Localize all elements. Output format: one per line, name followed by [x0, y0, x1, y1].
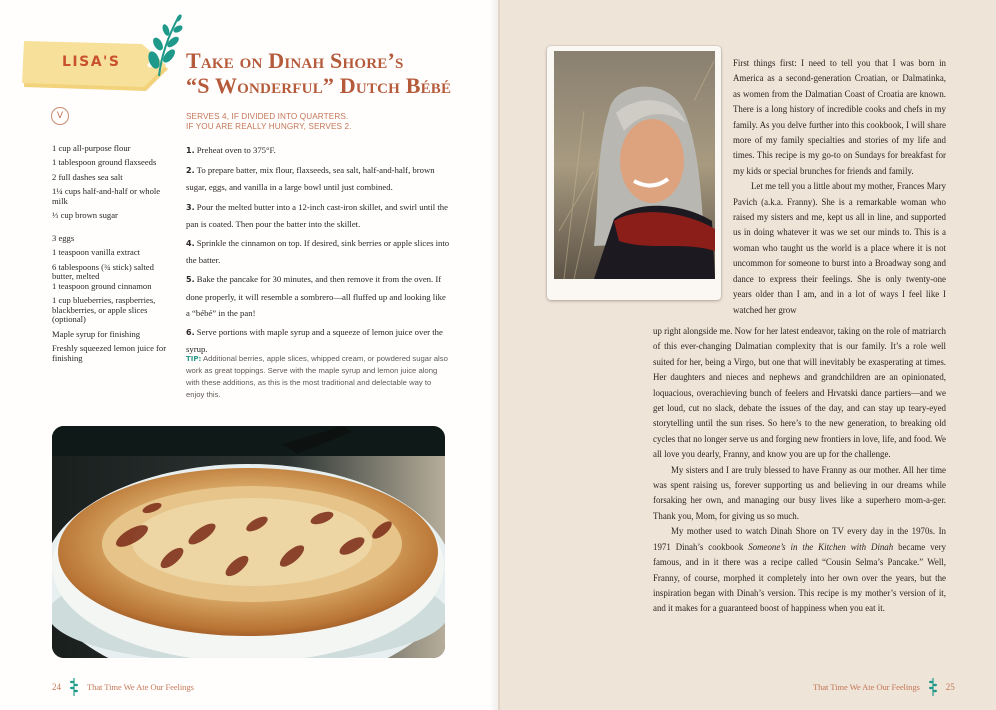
- leaf-sprig-icon: [145, 12, 185, 78]
- polaroid-frame: [547, 46, 721, 300]
- left-folio: [52, 677, 194, 697]
- ingredient: 2 full dashes sea salt: [52, 171, 123, 182]
- ingredients-list: [52, 144, 177, 368]
- step: [186, 235, 450, 268]
- step: [186, 142, 450, 159]
- title-line-1: Take on Dinah Shore’s: [186, 48, 404, 73]
- ingredient: 1 teaspoon vanilla extract: [52, 247, 141, 258]
- vegetarian-badge-icon: V: [51, 107, 69, 125]
- step-number: 5.: [186, 275, 195, 285]
- step-number: 6.: [186, 328, 195, 338]
- step-number: 4.: [186, 239, 195, 249]
- serves-line-1: SERVES 4, IF DIVIDED INTO QUARTERS.: [186, 112, 349, 121]
- step-number: 2.: [186, 166, 195, 176]
- page-number: 24: [52, 682, 61, 692]
- ingredient: 6 tablespoons (¾ stick) salted butter, melted: [52, 261, 154, 282]
- step-text: Bake the pancake for 30 minutes, and then remove it from the oven. If done properly, it will resemble a sombrero—all fluffed up and looking like a “bébé” in the pan!: [186, 274, 446, 318]
- tip-label: TIP:: [186, 355, 202, 363]
- essay-paragraph: My sisters and I are truly blessed to have Franny as our mother. All her time was spent raising us, forever supporting us and believing in our dreams while forsaking her own, and managing our busy lives like a superhero mom-a-ger. Thank you, Mom, for giving us so much.: [653, 464, 946, 521]
- ingredient: 3 eggs: [52, 232, 75, 243]
- tip-note: [186, 353, 450, 401]
- step-text: Preheat oven to 375°F.: [196, 145, 276, 155]
- serves-note: [186, 112, 436, 132]
- dutch-baby-photo: [52, 426, 445, 658]
- step-text: Serve portions with maple syrup and a squeeze of lemon juice over the syrup.: [186, 327, 443, 355]
- essay-paragraph: Let me tell you a little about my mother, Frances Mary Pavich (a.k.a. Franny). She is a remarkable woman who raised my sisters and me, kept us all in line, and supported us in doing whatever it was we set our minds to. This is a woman who taught us the world is a place where it is not uncommon for someone to burst into a Broadway song and dance to express their feelings. She is only twenty-one years older than I am, and in a lot of ways I feel like I watched her grow: [733, 181, 946, 315]
- step-number: 1.: [186, 146, 195, 155]
- essay-paragraph: [653, 524, 946, 616]
- serves-line-2: IF YOU ARE REALLY HUNGRY, SERVES 2.: [186, 122, 352, 131]
- running-title: That Time We Ate Our Feelings: [87, 682, 194, 692]
- ingredient: Maple syrup for finishing: [52, 328, 141, 339]
- ingredient: 1 cup blueberries, raspberries, blackberries, or apple slices (optional): [52, 295, 156, 325]
- step-text: Sprinkle the cinnamon on top. If desired, sink berries or apple slices into the batter.: [186, 238, 450, 266]
- ingredient: 1 cup all-purpose flour: [52, 143, 131, 153]
- leaf-sprig-small-icon: [69, 677, 79, 697]
- right-folio: [813, 677, 955, 697]
- step: [186, 162, 450, 195]
- recipe-title: [186, 48, 486, 98]
- book-gutter: [490, 0, 500, 710]
- step-text: To prepare batter, mix flour, flaxseeds, sea salt, half-and-half, brown sugar, eggs, and vanilla in a large bowl until just combined.: [186, 165, 435, 193]
- ingredient: ⅓ cup brown sugar: [52, 210, 118, 221]
- title-line-2: “S Wonderful” Dutch Bébé: [186, 73, 452, 98]
- essay-text: became very famous, and in it there was a recipe called “Cousin Selma’s Pancake.” Well, Franny, of course, morphed it completely into her own over the years, but the inspiration began with Dinah’s version. This recipe is my mother’s version of it, and it makes for a guaranteed boost of happiness when you eat it.: [653, 541, 946, 614]
- author-mother-portrait: [554, 51, 715, 279]
- book-title: Someone’s in the Kitchen with Dinah: [748, 541, 894, 552]
- running-title: That Time We Ate Our Feelings: [813, 682, 920, 692]
- page-number: 25: [945, 682, 955, 692]
- essay-paragraph: First things first: I need to tell you that I was born in America as a second-generation Croatian, or Dalmatinka, as women from the Dalmatian Coast of Croatia are known. There is a long history of incredible cooks and chefs in my family. As you delve further into this cookbook, I will share more of my family specialties and stories of my life and times. This recipe is my go-to on Sundays for breakfast for my kids or special brunches for friends and family.: [733, 58, 946, 176]
- step: [186, 271, 450, 321]
- step-text: Pour the melted butter into a 12-inch cast-iron skillet, and swirl until the pan is coated. Then pour the batter into the skillet.: [186, 201, 448, 229]
- ingredient: 1 teaspoon ground cinnamon: [52, 280, 152, 291]
- ingredient: 1¼ cups half-and-half or whole milk: [52, 186, 161, 206]
- tag-label: LISA'S: [62, 54, 121, 70]
- portrait-image-icon: [554, 51, 715, 279]
- leaf-sprig-small-icon: [928, 677, 938, 697]
- ingredient: 1 tablespoon ground flaxseeds: [52, 157, 157, 168]
- essay-top-column: [733, 56, 946, 318]
- step-number: 3.: [186, 202, 195, 212]
- essay-paragraph: up right alongside me. Now for her latest endeavor, taking on the role of matriarch of this ever-changing Dalmatian complexity that is our family. It’s a role well suited for her, being a Virgo, but one that will inevitably be exasperating at times. Her daughters and nieces and nephews and grandchildren are an opinionated, loquacious, overachieving bunch of feelers and Hrvatski dance partiers—and we get loud, cut no slack, debate the issues of the day, and can stay up teary-eyed storytelling until the sun rises. So here’s to the new generation, to breaking old cycles that no longer serve us and forging new frontiers in love, life, and food. We all love you dearly, Franny, and know you are up for the challenge.: [653, 326, 946, 460]
- essay-bottom-column: [653, 324, 946, 617]
- pancake-image-icon: [52, 426, 445, 658]
- method-steps: [186, 142, 450, 360]
- step: [186, 199, 450, 232]
- ingredient: Freshly squeezed lemon juice for finishing: [52, 343, 167, 363]
- essay-text: My mother used to watch Dinah Shore on TV every day in the 1970s. In 1971 Dinah’s cookbook: [653, 526, 946, 552]
- tip-text: Additional berries, apple slices, whipped cream, or powdered sugar also work as great toppings. Serve with the maple syrup and lemon juice along with these additions, as this is the most traditional and delectable way to enjoy this.: [186, 354, 448, 399]
